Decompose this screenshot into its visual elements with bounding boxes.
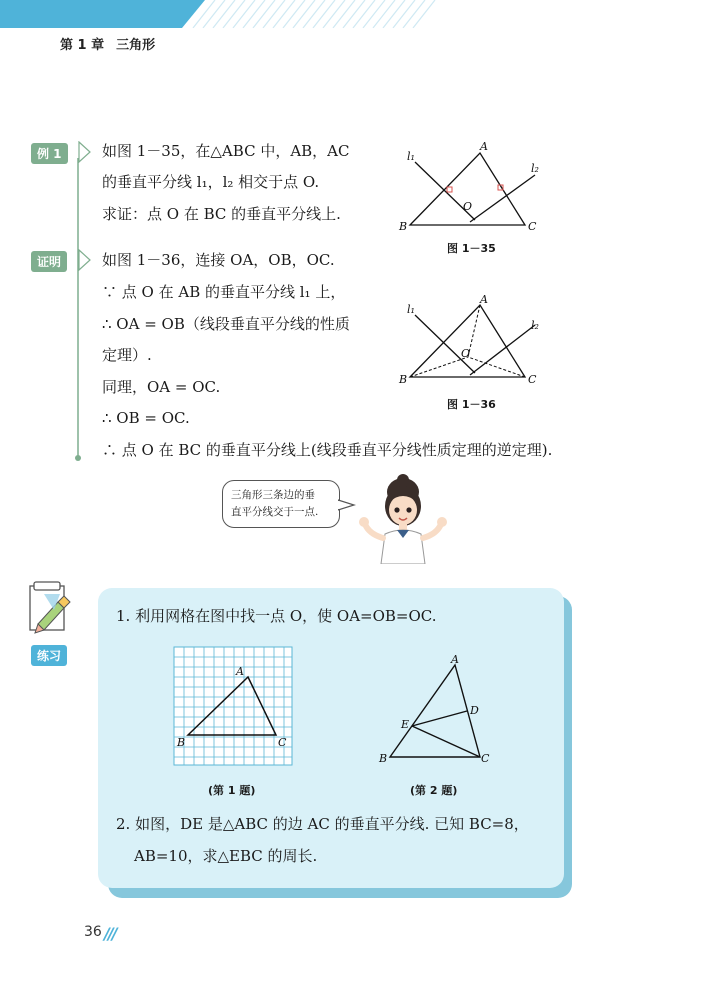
bubble-line-1: 三角形三条边的垂 bbox=[231, 489, 315, 501]
proof-badge-arrow bbox=[78, 249, 98, 271]
grid-label-a: A bbox=[236, 665, 244, 678]
fig36-label-b: B bbox=[399, 373, 408, 386]
proof-line-5: 同理，OA = OC. bbox=[102, 378, 221, 396]
fig36-label-a: A bbox=[480, 295, 488, 306]
fig36-label-o: O bbox=[461, 347, 471, 360]
fig35-label-l2: l₂ bbox=[531, 162, 539, 175]
fig36-label-c: C bbox=[528, 373, 537, 386]
exercise-pencil-icon bbox=[24, 580, 76, 638]
example-line-1: 如图 1－35，在△ABC 中，AB，AC bbox=[102, 142, 350, 160]
chapter-title: 三角形 bbox=[116, 38, 156, 53]
fig36-label-l1: l₁ bbox=[407, 303, 415, 316]
exercise-q2-line-2: AB=10，求△EBC 的周长. bbox=[134, 847, 318, 865]
proof-line-1: 如图 1－36，连接 OA，OB，OC. bbox=[102, 251, 335, 269]
tri-label-b: B bbox=[379, 752, 388, 765]
bubble-line-2: 直平分线交于一点. bbox=[231, 506, 319, 518]
fig36-label-l2: l₂ bbox=[531, 319, 539, 332]
proof-line-6: ∴ OB = OC. bbox=[102, 409, 190, 427]
proof-line-2: ∵ 点 O 在 AB 的垂直平分线 l₁ 上， bbox=[102, 283, 346, 301]
example-line-3: 求证：点 O 在 BC 的垂直平分线上. bbox=[102, 205, 341, 223]
fig35-label-c: C bbox=[528, 220, 537, 233]
figure-1-35-caption: 图 1－35 bbox=[447, 242, 496, 255]
fig35-label-o: O bbox=[463, 200, 473, 213]
exercise-grid-figure bbox=[172, 645, 294, 767]
header-band bbox=[0, 0, 702, 28]
chapter-heading bbox=[60, 34, 167, 53]
chapter-number: 第 1 章 bbox=[60, 38, 105, 53]
fig35-label-b: B bbox=[399, 220, 408, 233]
tri-label-e: E bbox=[401, 718, 410, 731]
triangle-figure-caption: (第 2 题) bbox=[410, 784, 458, 797]
page-number-decoration: /// bbox=[104, 924, 116, 943]
figure-1-36-caption: 图 1－36 bbox=[447, 398, 496, 411]
example-line-2: 的垂直平分线 l₁，l₂ 相交于点 O. bbox=[102, 173, 320, 191]
example-badge: 例 1 bbox=[31, 143, 68, 164]
exercise-q1: 1. 利用网格在图中找一点 O，使 OA=OB=OC. bbox=[116, 607, 437, 625]
fig35-label-a: A bbox=[480, 140, 488, 153]
exercise-badge: 练习 bbox=[31, 645, 67, 666]
fig35-label-l1: l₁ bbox=[407, 150, 415, 163]
speech-bubble bbox=[222, 480, 340, 528]
exercise-triangle-figure bbox=[375, 650, 495, 770]
grid-figure-caption: (第 1 题) bbox=[208, 784, 256, 797]
proof-badge: 证明 bbox=[31, 251, 67, 272]
example-badge-arrow bbox=[78, 141, 98, 163]
proof-line-7: ∴ 点 O 在 BC 的垂直平分线上(线段垂直平分线性质定理的逆定理). bbox=[102, 441, 553, 459]
page-number: 36 bbox=[84, 924, 102, 940]
tri-label-d: D bbox=[470, 704, 479, 717]
student-character-illustration bbox=[355, 472, 455, 564]
figure-1-36 bbox=[395, 295, 555, 395]
proof-line-3: ∴ OA = OB（线段垂直平分线的性质 bbox=[102, 315, 350, 333]
proof-line-4: 定理）. bbox=[102, 346, 152, 364]
grid-label-b: B bbox=[177, 736, 186, 749]
exercise-q2-line-1: 2. 如图，DE 是△ABC 的边 AC 的垂直平分线. 已知 BC=8， bbox=[116, 815, 529, 833]
tri-label-c: C bbox=[481, 752, 490, 765]
tri-label-a: A bbox=[451, 653, 459, 666]
grid-label-c: C bbox=[278, 736, 287, 749]
figure-1-35 bbox=[395, 140, 555, 240]
